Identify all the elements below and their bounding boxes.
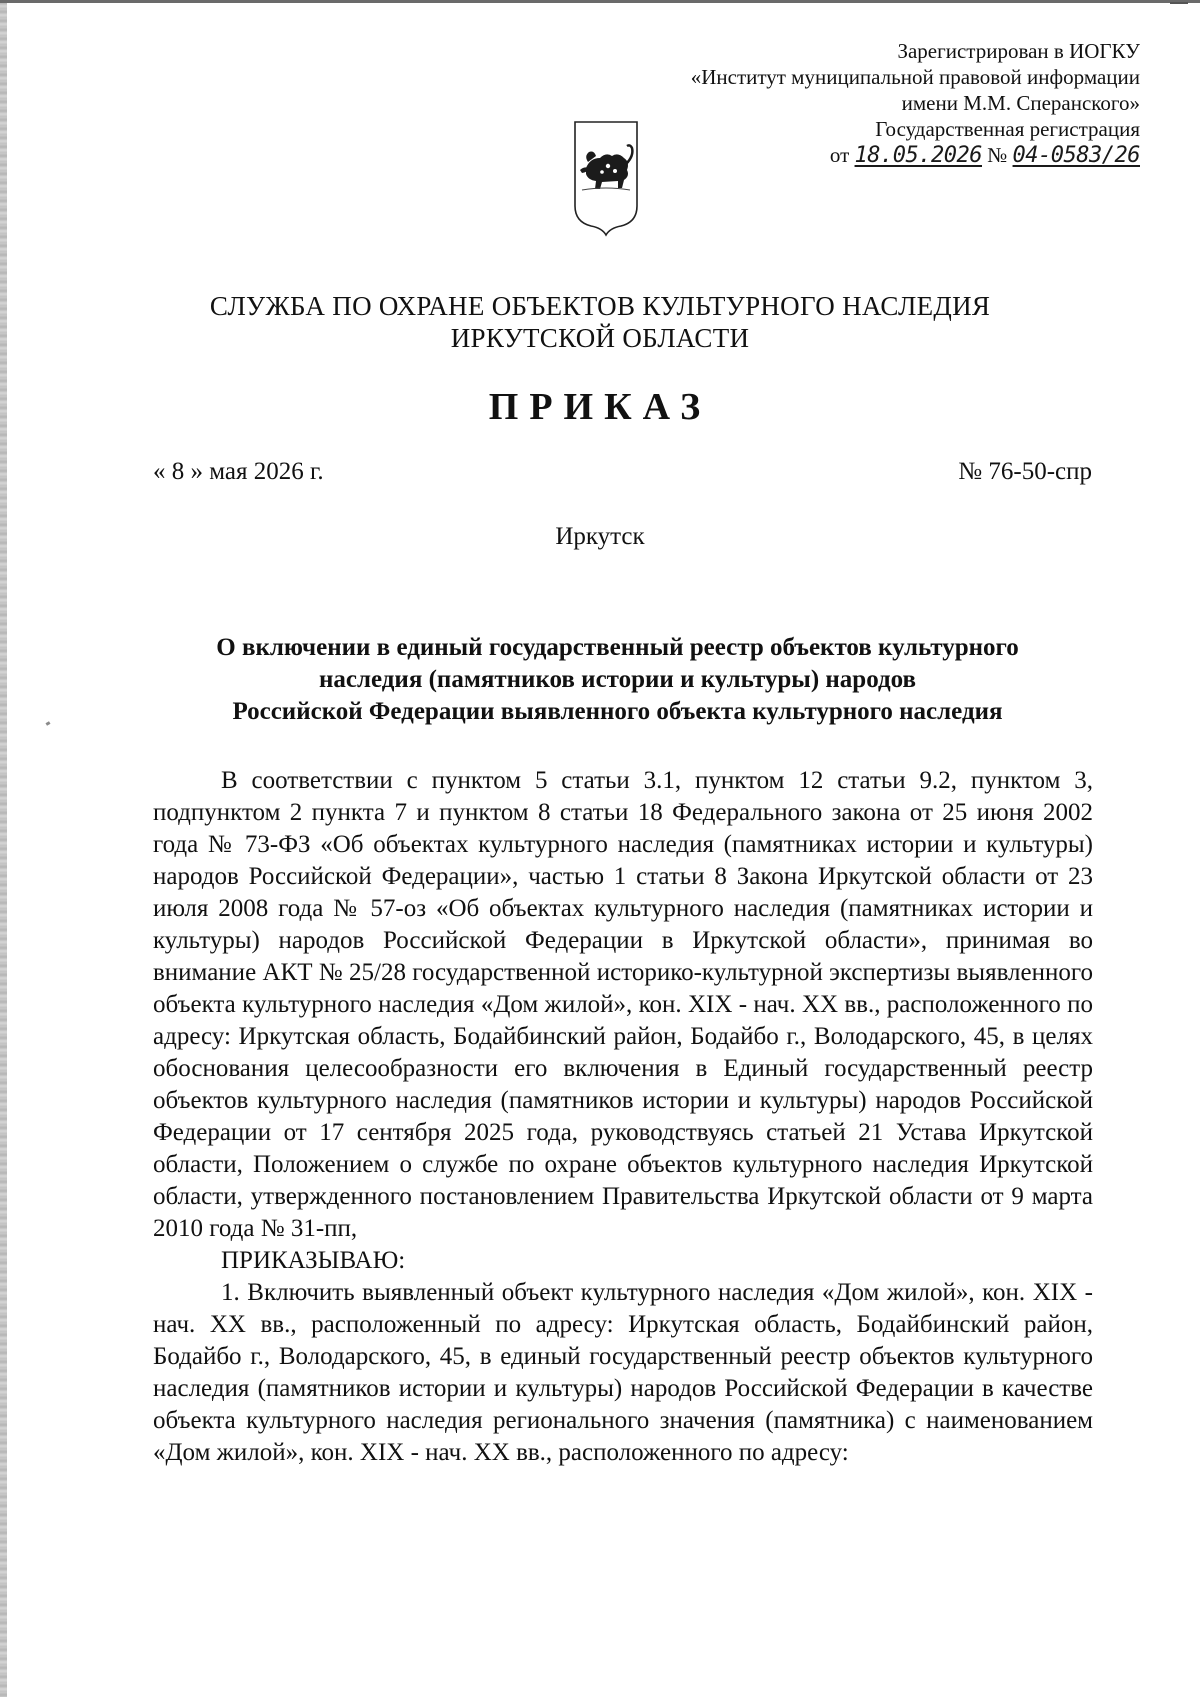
registration-line-2: «Институт муниципальной правовой информации bbox=[690, 65, 1140, 89]
scan-speck bbox=[46, 721, 51, 726]
command-line: ПРИКАЗЫВАЮ: bbox=[221, 1247, 406, 1274]
organization-name bbox=[0, 290, 1200, 354]
document-body bbox=[153, 765, 1093, 1469]
organization-line-2: ИРКУТСКОЙ ОБЛАСТИ bbox=[450, 323, 750, 353]
registration-number-prefix: № bbox=[987, 143, 1008, 167]
scan-corner-mark bbox=[1170, 2, 1188, 18]
preamble-paragraph: В соответствии с пунктом 5 статьи 3.1, пунктом 12 статьи 9.2, пунктом 3, подпунктом 2 пункта 7 и пунктом 8 статьи 18 Федерального закона от 25 июня 2002 года № 73-ФЗ «Об объектах культурного наследия (памятниках истории и культуры) народов Российской Федерации», частью 1 статьи 8 Закона Иркутской области от 23 июля 2008 года № 57-оз «Об объектах культурного наследия (памятниках истории и культуры) народов Российской Федерации в Иркутской области», принимая во внимание АКТ № 25/28 государственной историко-культурной экспертизы выявленного объекта культурного наследия «Дом жилой», кон. XIX - нач. XX вв., расположенного по адресу: Иркутская область, Бодайбинский район, Бодайбо г., Володарского, 45, в целях обоснования целесообразности его включения в Единый государственный реестр объектов культурного наследия (памятников истории и культуры) народов Российской Федерации от 17 сентября 2025 года, руководствуясь статьей 21 Устава Иркутской области, Положением о службе по охране объектов культурного наследия Иркутской области, утвержденного постановлением Правительства Иркутской области от 9 марта 2010 года № 31-пп, bbox=[153, 767, 1093, 1242]
registration-number-handwritten: 04-0583/26 bbox=[1012, 143, 1140, 168]
scan-edge bbox=[0, 0, 7, 1697]
heading-line-1: О включении в единый государственный реестр объектов культурного bbox=[216, 634, 1019, 661]
registration-line-4: Государственная регистрация bbox=[875, 117, 1140, 141]
item-1-paragraph: 1. Включить выявленный объект культурного наследия «Дом жилой», кон. XIX - нач. XX вв., расположенный по адресу: Иркутская область, Бодайбинский район, Бодайбо г., Володарского, 45, в единый государственный реестр объектов культурного наследия (памятников истории и культуры) народов Российской Федерации в качестве объекта культурного наследия регионального значения (памятника) с наименованием «Дом жилой», кон. XIX - нач. XX вв., расположенного по адресу: bbox=[153, 1279, 1093, 1466]
registration-line-3: имени М.М. Сперанского» bbox=[901, 91, 1140, 115]
registration-stamp bbox=[580, 38, 1140, 169]
document-city: Иркутск bbox=[555, 523, 645, 550]
scan-edge-top bbox=[0, 0, 1200, 3]
document-type-title: ПРИКАЗ bbox=[488, 386, 712, 428]
registration-line-1: Зарегистрирован в ИОГКУ bbox=[897, 39, 1140, 63]
document-date: « 8 » мая 2026 г. bbox=[153, 458, 324, 485]
document-number: № 76-50-спр bbox=[958, 458, 1092, 485]
registration-date-prefix: от bbox=[829, 143, 850, 167]
heading-line-2: наследия (памятников истории и культуры) народов bbox=[318, 666, 917, 693]
organization-line-1: СЛУЖБА ПО ОХРАНЕ ОБЪЕКТОВ КУЛЬТУРНОГО НАСЛЕДИЯ bbox=[209, 291, 991, 321]
registration-date-number bbox=[580, 142, 1140, 169]
registration-date-handwritten: 18.05.2026 bbox=[854, 143, 982, 168]
document-heading bbox=[150, 632, 1085, 728]
heading-line-3: Российской Федерации выявленного объекта культурного наследия bbox=[232, 698, 1003, 725]
irkutsk-coat-of-arms-icon bbox=[572, 118, 640, 238]
